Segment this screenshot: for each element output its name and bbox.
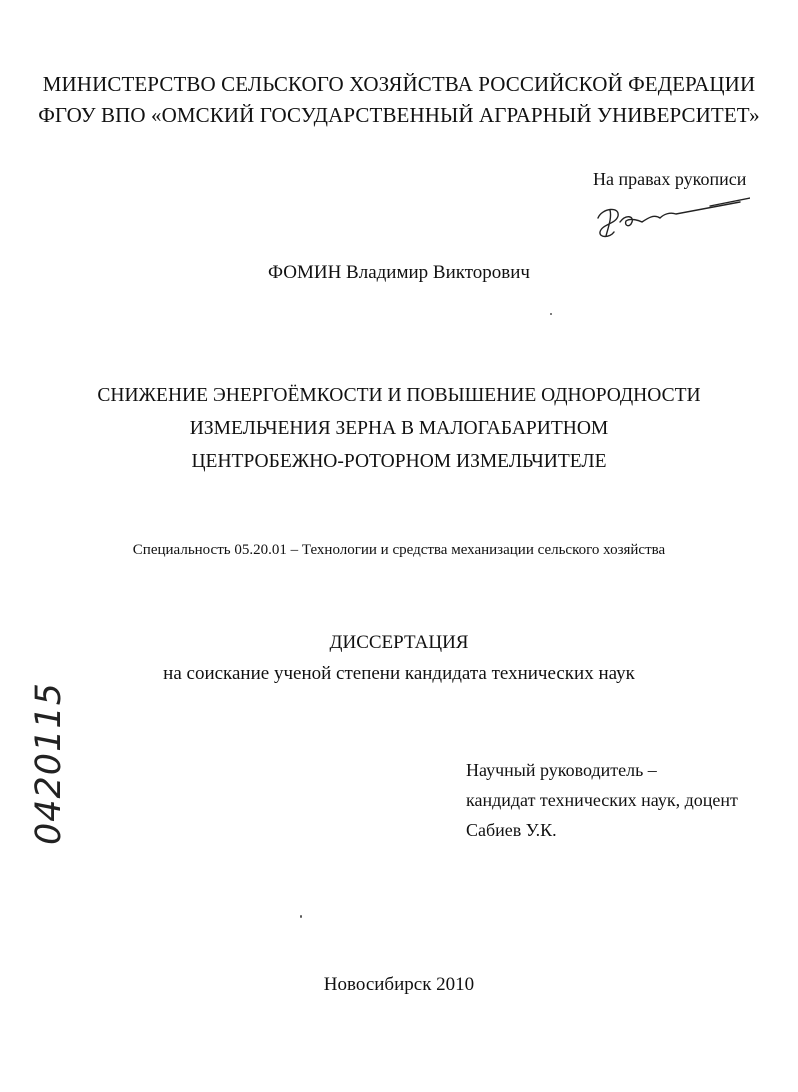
stamp-number: 04201150090 bbox=[29, 682, 69, 845]
university-name: ФГОУ ВПО «ОМСКИЙ ГОСУДАРСТВЕННЫЙ АГРАРНЫЙ УНИВЕРСИТЕТ» bbox=[38, 103, 760, 127]
ministry-name: МИНИСТЕРСТВО СЕЛЬСКОГО ХОЗЯЙСТВА РОССИЙСКОЙ ФЕДЕРАЦИИ bbox=[42, 72, 756, 96]
supervisor-label: Научный руководитель – bbox=[466, 760, 657, 780]
supervisor-name: Сабиев У.К. bbox=[466, 820, 557, 840]
scan-speck bbox=[300, 915, 302, 918]
author-signature bbox=[590, 188, 750, 243]
dissertation-heading: ДИССЕРТАЦИЯ bbox=[329, 632, 469, 653]
title-line-3: ЦЕНТРОБЕЖНО-РОТОРНОМ ИЗМЕЛЬЧИТЕЛЕ bbox=[191, 451, 607, 472]
city-year: Новосибирск 2010 bbox=[323, 974, 475, 995]
specialty: Специальность 05.20.01 – Технологии и средства механизации сельского хозяйства bbox=[132, 542, 666, 558]
scan-speck bbox=[550, 313, 552, 315]
dissertation-subtitle: на соискание ученой степени кандидата технических наук bbox=[163, 663, 635, 684]
supervisor-degree: кандидат технических наук, доцент bbox=[466, 790, 738, 810]
manuscript-note: На правах рукописи bbox=[593, 169, 747, 189]
title-line-1: СНИЖЕНИЕ ЭНЕРГОЁМКОСТИ И ПОВЫШЕНИЕ ОДНОРОДНОСТИ bbox=[97, 385, 701, 406]
library-stamp bbox=[16, 682, 76, 847]
author-name: ФОМИН Владимир Викторович bbox=[268, 262, 530, 283]
title-line-2: ИЗМЕЛЬЧЕНИЯ ЗЕРНА В МАЛОГАБАРИТНОМ bbox=[189, 418, 609, 439]
